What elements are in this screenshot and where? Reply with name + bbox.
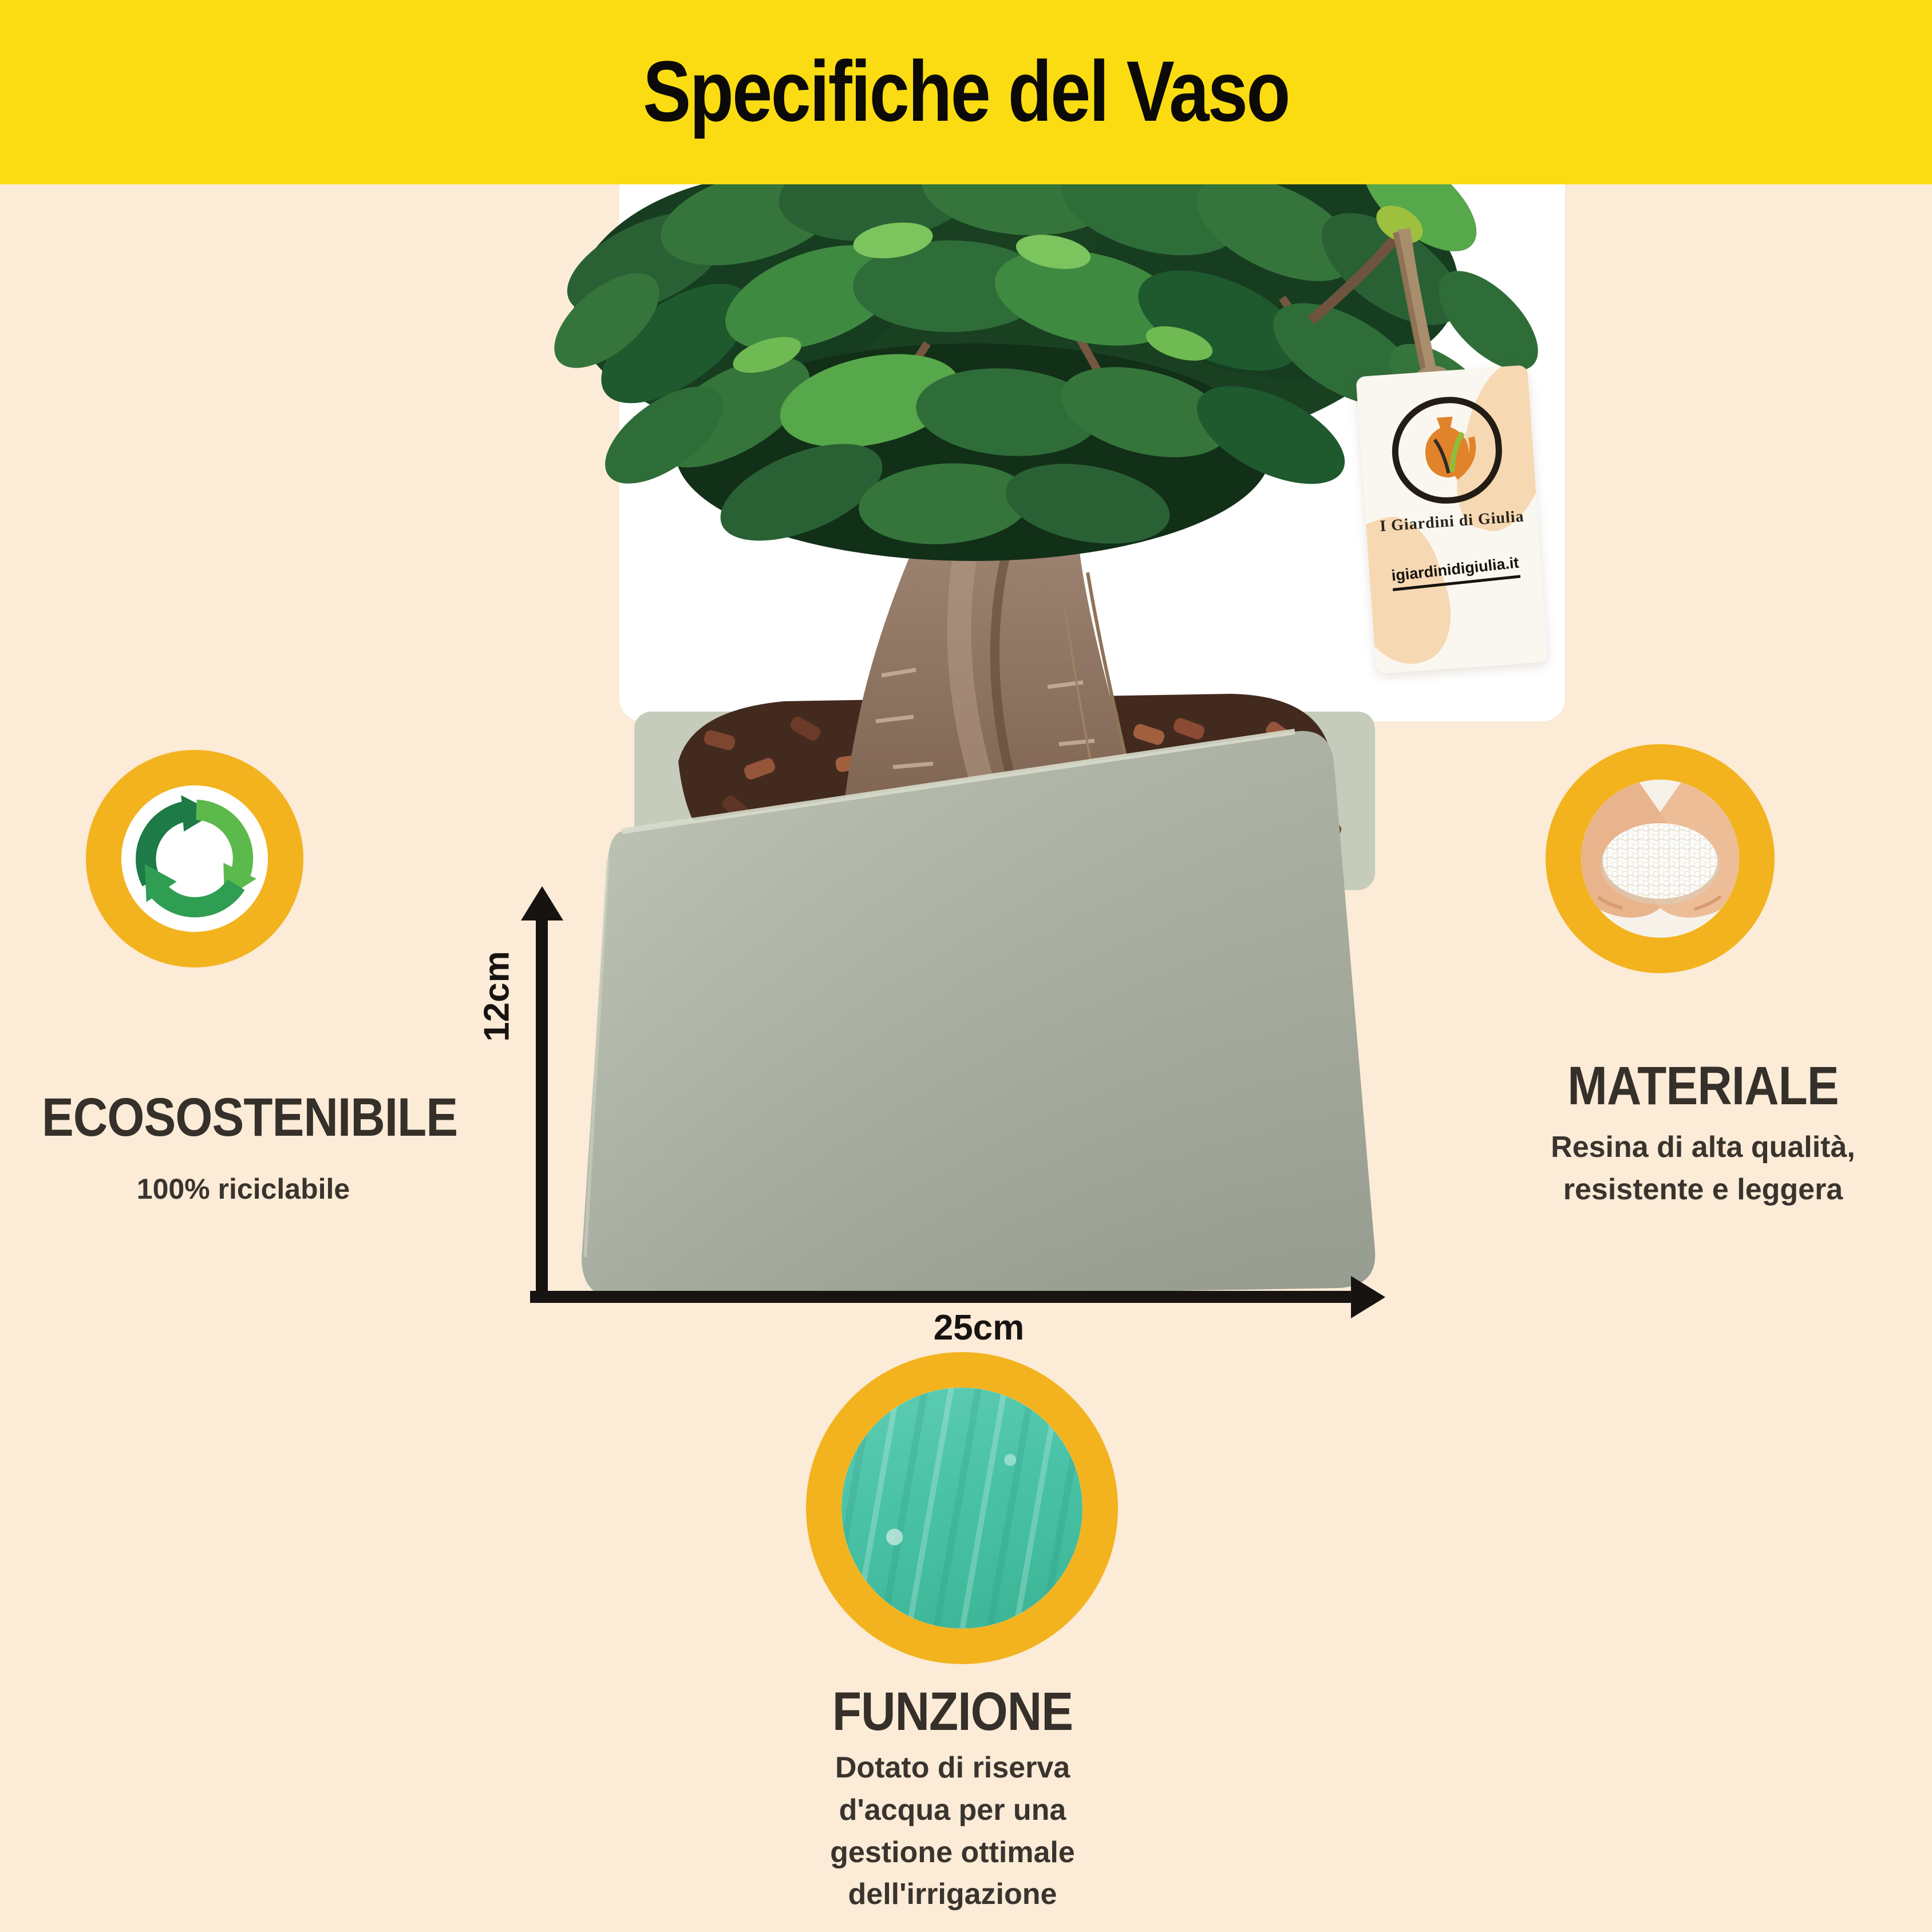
eco-heading: ECOSOSTENIBILE bbox=[42, 1087, 458, 1148]
height-arrow-line bbox=[536, 915, 548, 1303]
eco-badge-ring bbox=[86, 750, 303, 967]
brand-hang-tag bbox=[1356, 365, 1548, 674]
recycle-icon bbox=[127, 791, 262, 926]
material-body: Resina di alta qualità, resistente e leggera bbox=[1551, 1131, 1855, 1206]
page-title: Specifiche del Vaso bbox=[643, 43, 1289, 139]
width-arrow-line bbox=[530, 1291, 1354, 1303]
water-reserve-photo bbox=[841, 1388, 1082, 1629]
function-badge-ring bbox=[806, 1352, 1118, 1664]
function-heading: FUNZIONE bbox=[832, 1681, 1073, 1742]
function-body: Dotato di riserva d'acqua per una gestione ottimale dell'irrigazione bbox=[830, 1751, 1075, 1911]
amphora-icon bbox=[1401, 405, 1493, 496]
width-arrow-head bbox=[1351, 1276, 1385, 1318]
header-banner bbox=[0, 0, 1932, 184]
tag-brand-name: I Giardini di Giulia bbox=[1379, 507, 1525, 536]
tag-website: igiardinidigiulia.it bbox=[1390, 554, 1520, 591]
material-badge-ring bbox=[1546, 744, 1775, 973]
material-heading: MATERIALE bbox=[1567, 1056, 1839, 1116]
height-dimension-label: 12cm bbox=[477, 951, 517, 1042]
width-dimension-label: 25cm bbox=[933, 1308, 1025, 1348]
resin-pellets-photo bbox=[1581, 780, 1739, 938]
eco-body: 100% riciclabile bbox=[136, 1173, 350, 1205]
